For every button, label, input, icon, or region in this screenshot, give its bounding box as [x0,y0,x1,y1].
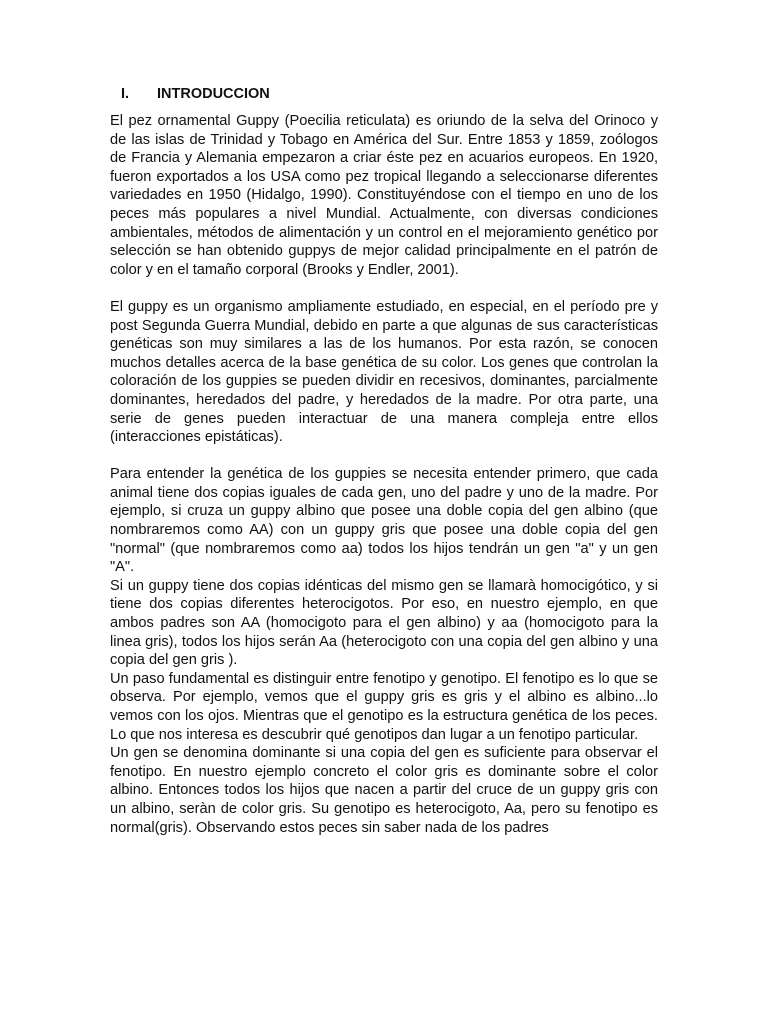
paragraph-dominant-gene: Un gen se denomina dominante si una copia del gen es suficiente para observar el fenotipo. En nuestro ejemplo concreto el color gris es dominante sobre el color albino. Entonces todos los hijos que nacen a partir del cruce de un guppy gris con un albino, seràn de color gris. Su genotipo es heterocigoto, Aa, pero su fenotipo es normal(gris). Observando estos peces sin saber nada de los padres [110,745,658,836]
section-heading [121,84,270,104]
paragraph-phenotype-genotype: Un paso fundamental es distinguir entre fenotipo y genotipo. El fenotipo es lo que se observa. Por ejemplo, vemos que el guppy gris es gris y el albino es albino...lo vemos con los ojos. Mientras que el genotipo es la estructura genética de los peces. Lo que nos interesa es descubrir qué genotipos dan lugar a un fenotipo particular. [110,670,658,743]
paragraph-homozygous: Si un guppy tiene dos copias idénticas del mismo gen se llamarà homocigótico, y si tiene dos copias diferentes heterocigotos. Por eso, en nuestro ejemplo, en que ambos padres son AA (homocigoto para el gen albino) y aa (homocigoto para la linea gris), todos los hijos serán Aa (heterocigoto con una copia del gen albino y una copia del gen gris ). [110,577,658,669]
paragraph-genetics-study: El guppy es un organismo ampliamente estudiado, en especial, en el período pre y post Segunda Guerra Mundial, debido en parte a que algunas de sus características genéticas son muy similares a las de los humanos. Por esta razón, se conocen muchos detalles acerca de la base genética de su color. Los genes que controlan la coloración de los guppies se pueden dividir en recesivos, dominantes, parcialmente dominantes, heredados del padre, y heredados de la madre. Por otra parte, una serie de genes pueden interactuar de una manera compleja entre ellos (interacciones epistáticas). [110,298,658,446]
paragraph-gene-copies: Para entender la genética de los guppies se necesita entender primero, que cada animal tiene dos copias iguales de cada gen, uno del padre y uno de la madre. Por ejemplo, si cruza un guppy albino que posee una doble copia del gen albino (que nombraremos como AA) con un guppy gris que posee una doble copia del gen "normal" (que nombraremos como aa) todos los hijos tendrán un gen "a" y un gen "A". [110,466,658,576]
section-number: I. [121,86,130,102]
section-title: INTRODUCCION [157,86,270,102]
body-text [110,112,658,837]
paragraph-origin: El pez ornamental Guppy (Poecilia reticulata) es oriundo de la selva del Orinoco y de las islas de Trinidad y Tobago en América del Sur. Entre 1853 y 1859, zoólogos de Francia y Alemania empezaron a criar éste pez en acuarios europeos. En 1920, fueron exportados a los USA como pez tropical llegando a seleccionarse diferentes variedades en 1950 (Hidalgo, 1990). Constituyéndose con el tiempo en uno de los peces más populares a nivel Mundial. Actualmente, con diversas condiciones ambientales, métodos de alimentación y un control en el mejoramiento genético por selección se han obtenido guppys de mejor calidad principalmente en el patrón de color y en el tamaño corporal (Brooks y Endler, 2001). [110,113,658,278]
